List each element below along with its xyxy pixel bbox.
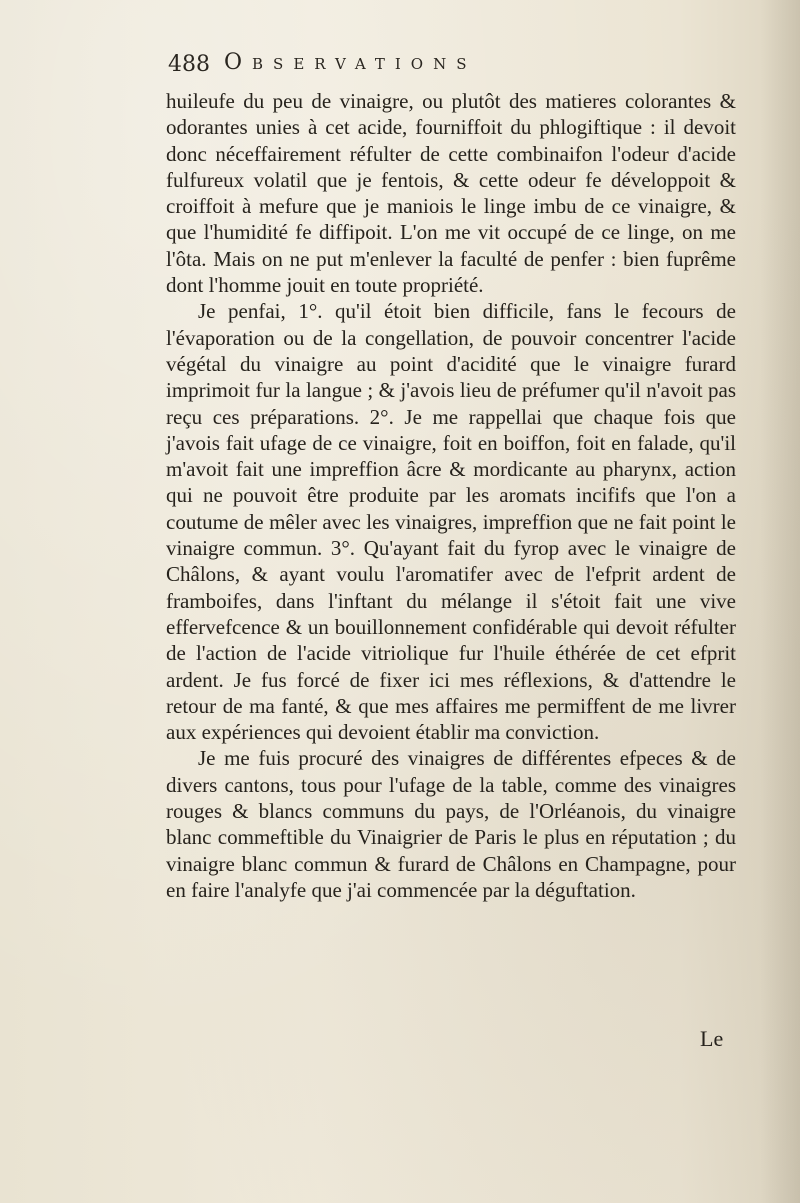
running-head: Observations: [224, 50, 477, 75]
page-edge-shadow: [760, 0, 800, 1203]
page-header: [168, 48, 628, 84]
catchword: Le: [700, 1026, 724, 1051]
paragraph-1: huileufe du peu de vinaigre, ou plutôt des matieres colorantes & odorantes unies à cet acide, fourniffoit du phlogiftique : il devoit donc néceffairement réfulter de cette combinaifon l'odeur d'acide fulfureux volatil que je fentois, & cette odeur fe développoit & croiffoit à mefure que je maniois le linge imbu de ce vinaigre, & que l'humidité fe diffipoit. L'on me vit occupé de ce linge, on me l'ôta. Mais on ne put m'enlever la faculté de penfer : bien fuprême dont l'homme jouit en toute propriété.: [166, 89, 736, 298]
paragraph-2: Je penfai, 1°. qu'il étoit bien difficile, fans le fecours de l'évaporation ou de la congellation, de pouvoir concentrer l'acide végétal du vinaigre au point d'acidité que le vinaigre furard imprimoit fur la langue ; & j'avois lieu de préfumer qu'il n'avoit pas reçu ces préparations. 2°. Je me rappellai que chaque fois que j'avois fait ufage de ce vinaigre, foit en boiffon, foit en falade, qu'il m'avoit fait une impreffion âcre & mordicante au pharynx, action qui ne pouvoit être produite par les aromats incififs que l'on a coutume de mêler avec les vinaigres, impreffion que ne fait point le vinaigre commun. 3°. Qu'ayant fait du fyrop avec le vinaigre de Châlons, & ayant voulu l'aromatifer avec de l'efprit ardent de framboifes, dans l'inftant du mélange il s'étoit fait une vive effervefcence & un bouillonnement confidérable qui devoit réfulter de l'action de l'acide vitriolique fur l'huile éthérée de cet efprit ardent. Je fus forcé de fixer ici mes réflexions, & d'attendre le retour de ma fanté, & que mes affaires me permiffent de me livrer aux expériences qui devoient établir ma conviction.: [166, 299, 736, 745]
body-text: [166, 88, 736, 903]
page-number: 488: [168, 52, 210, 77]
paragraph-3: Je me fuis procuré des vinaigres de différentes efpeces & de divers cantons, tous pour l'ufage de la table, comme des vinaigres rouges & blancs communs du pays, de l'Orléanois, du vinaigre blanc commeftible du Vinaigrier de Paris le plus en réputation ; du vinaigre blanc commun & furard de Châlons en Champagne, pour en faire l'analyfe que j'ai commencée par la déguftation.: [166, 746, 736, 902]
